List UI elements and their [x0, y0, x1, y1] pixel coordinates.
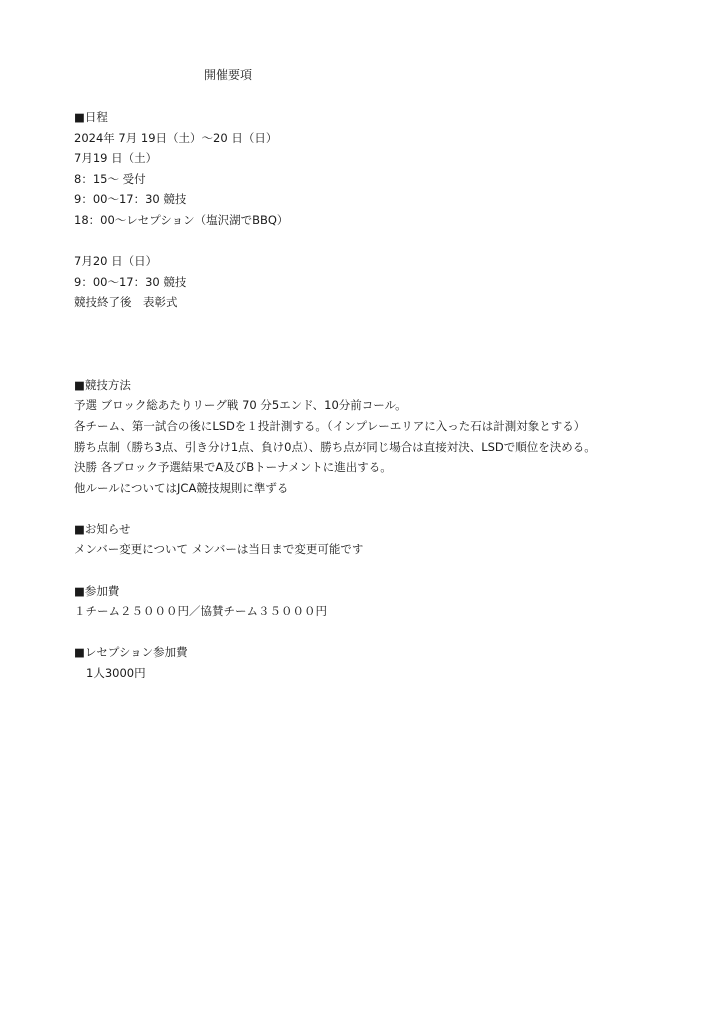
method-line: 予選 ブロック総あたりリーグ戦 70 分5エンド、10分前コール。: [74, 398, 407, 413]
schedule-dates: 2024年 7月 19日（土）～20 日（日）: [74, 130, 278, 145]
notice-heading: ■お知らせ: [74, 521, 131, 536]
document-body: [74, 107, 694, 684]
method-line: 決勝 各ブロック予選結果でA及びBトーナメントに進出する。: [74, 460, 392, 475]
day1-item: 18：00～レセプション（塩沢湖でBBQ）: [74, 212, 289, 227]
spacer: [74, 560, 694, 581]
spacer: [74, 231, 694, 252]
method-heading: ■競技方法: [74, 377, 131, 392]
method-line: 他ルールについてはJCA競技規則に準ずる: [74, 480, 289, 495]
fee-text: １チーム２５０００円／協賛チーム３５０００円: [74, 604, 327, 619]
notice-text: メンバー変更について メンバーは当日まで変更可能です: [74, 542, 364, 557]
day1-item: 8：15～ 受付: [74, 171, 146, 186]
spacer: [74, 354, 694, 375]
document-title: 開催要項: [204, 68, 253, 82]
day2-item: 競技終了後 表彰式: [74, 295, 178, 310]
day2-date: 7月20 日（日）: [74, 254, 158, 269]
day1-date: 7月19 日（土）: [74, 151, 158, 166]
method-line: 勝ち点制（勝ち3点、引き分け1点、負け0点）、勝ち点が同じ場合は直接対決、LSDで順位を決める。: [74, 439, 596, 454]
spacer: [74, 622, 694, 643]
schedule-heading: ■日程: [74, 110, 108, 124]
fee-heading: ■参加費: [74, 583, 120, 598]
day2-item: 9：00～17：30 競技: [74, 274, 187, 289]
reception-fee-heading: ■レセプション参加費: [74, 645, 188, 660]
day1-item: 9：00～17：30 競技: [74, 192, 187, 207]
spacer: [74, 498, 694, 519]
spacer: [74, 313, 694, 354]
reception-fee-text: 1人3000円: [86, 666, 146, 681]
method-line: 各チーム、第一試合の後にLSDを１投計測する。（インプレーエリアに入った石は計測対象とする）: [74, 418, 586, 433]
